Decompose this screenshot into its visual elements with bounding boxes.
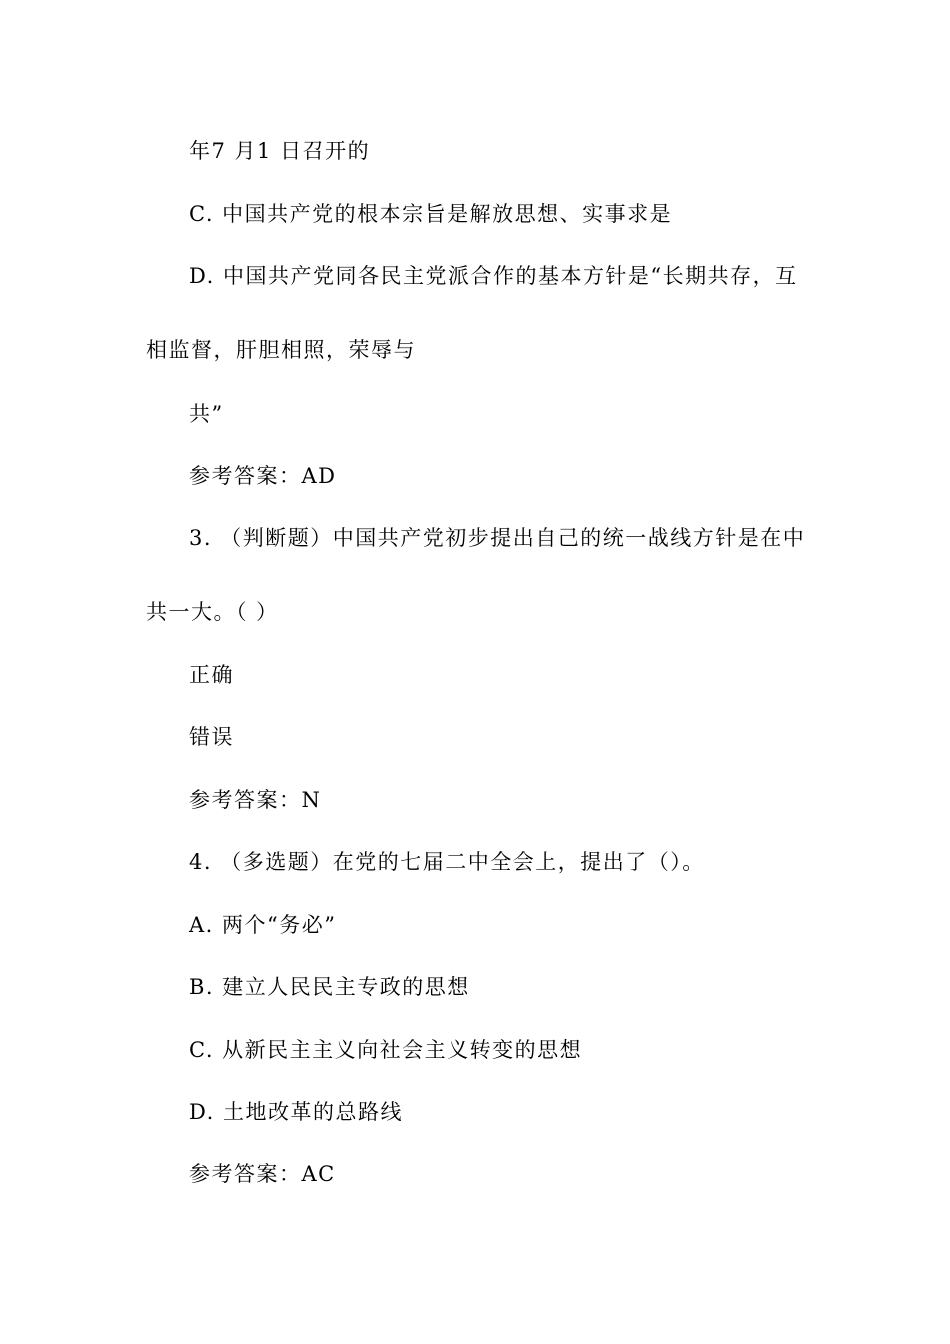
question-3-text: 3. （判断题）中国共产党初步提出自己的统一战线方针是在中 (189, 526, 806, 550)
question-4-answer: 参考答案：AC (189, 1162, 336, 1186)
question-2-option-d-wrap-1: 相监督，肝胆相照，荣辱与 (146, 338, 416, 362)
question-2-answer: 参考答案：AD (189, 464, 337, 488)
question-2-option-d: D. 中国共产党同各民主党派合作的基本方针是“长期共存，互 (189, 264, 798, 288)
question-2-option-d-wrap-2: 共” (189, 402, 224, 426)
question-4-text: 4. （多选题）在党的七届二中全会上，提出了（）。 (189, 850, 705, 874)
question-2-text-continuation: 年7 月1 日召开的 (189, 139, 371, 163)
question-4-option-a: A. 两个“务必” (189, 913, 337, 937)
question-3-option-true: 正确 (189, 663, 234, 687)
question-4-option-b: B. 建立人民民主专政的思想 (189, 975, 470, 999)
question-3-option-false: 错误 (189, 725, 234, 749)
question-4-option-d: D. 土地改革的总路线 (189, 1100, 403, 1124)
question-4-option-c: C. 从新民主主义向社会主义转变的思想 (189, 1038, 583, 1062)
question-2-option-c: C. 中国共产党的根本宗旨是解放思想、实事求是 (189, 202, 673, 226)
question-3-text-wrap: 共一大。（ ） (146, 600, 279, 624)
question-3-answer: 参考答案：N (189, 788, 322, 812)
